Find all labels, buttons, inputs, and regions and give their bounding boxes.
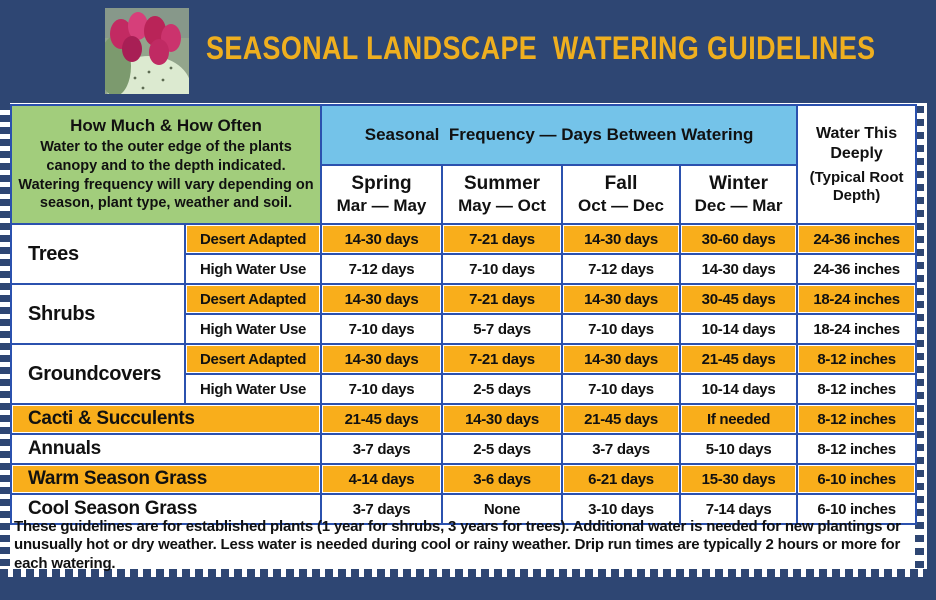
frequency-value-cell: 4-14 days xyxy=(321,464,442,494)
frequency-value-cell: 3-6 days xyxy=(442,464,562,494)
frequency-value-cell: 21-45 days xyxy=(321,404,442,434)
plant-type-cell: Desert Adapted xyxy=(185,224,321,254)
frequency-value-cell: 7-21 days xyxy=(442,224,562,254)
season-header-cell xyxy=(562,165,680,224)
depth-value-cell: 8-12 inches xyxy=(797,374,916,404)
info-box-body: Water to the outer edge of the plants canopy and to the depth indicated. Watering frequency will vary depending on season, plant type, weather and soil. xyxy=(18,138,314,212)
header-band xyxy=(0,0,936,96)
frequency-value-cell: 7-10 days xyxy=(442,254,562,284)
frequency-value-cell: 14-30 days xyxy=(442,404,562,434)
frequency-value-cell: 14-30 days xyxy=(321,284,442,314)
table-row xyxy=(11,284,916,314)
dashed-border-left xyxy=(0,103,10,569)
frequency-header: Seasonal Frequency — Days Between Watering xyxy=(321,105,797,165)
frequency-value-cell: 21-45 days xyxy=(562,404,680,434)
frequency-value-cell: 2-5 days xyxy=(442,374,562,404)
category-cell: Cacti & Succulents xyxy=(11,404,321,434)
frequency-value-cell: 6-21 days xyxy=(562,464,680,494)
plant-type-cell: Desert Adapted xyxy=(185,284,321,314)
plant-type-cell: Desert Adapted xyxy=(185,344,321,374)
depth-value-cell: 24-36 inches xyxy=(797,254,916,284)
season-header-cell xyxy=(321,165,442,224)
frequency-value-cell: 3-10 days xyxy=(562,494,680,524)
frequency-value-cell: 2-5 days xyxy=(442,434,562,464)
frequency-value-cell: 14-30 days xyxy=(680,254,797,284)
frequency-value-cell: 3-7 days xyxy=(562,434,680,464)
season-months: May — Oct xyxy=(458,195,546,215)
category-cell: Shrubs xyxy=(11,284,185,344)
table-row xyxy=(11,344,916,374)
table-row xyxy=(11,404,916,434)
plant-type-cell: High Water Use xyxy=(185,374,321,404)
depth-header-line2: (Typical Root Depth) xyxy=(809,168,904,204)
frequency-value-cell: 14-30 days xyxy=(562,224,680,254)
depth-value-cell: 6-10 inches xyxy=(797,494,916,524)
info-box-title: How Much & How Often xyxy=(70,115,262,135)
depth-value-cell: 8-12 inches xyxy=(797,434,916,464)
season-header-cell xyxy=(680,165,797,224)
frequency-value-cell: 7-12 days xyxy=(562,254,680,284)
frequency-value-cell: 14-30 days xyxy=(562,284,680,314)
frequency-value-cell: 14-30 days xyxy=(321,224,442,254)
frequency-value-cell: 7-21 days xyxy=(442,344,562,374)
season-months: Oct — Dec xyxy=(578,195,664,215)
page-title: SEASONAL LANDSCAPE WATERING GUIDELINES xyxy=(206,30,876,66)
frequency-value-cell: 7-21 days xyxy=(442,284,562,314)
season-header-cell xyxy=(442,165,562,224)
frequency-value-cell: 3-7 days xyxy=(321,494,442,524)
depth-value-cell: 18-24 inches xyxy=(797,284,916,314)
season-months: Dec — Mar xyxy=(694,195,783,215)
frequency-value-cell: 7-10 days xyxy=(562,314,680,344)
frequency-value-cell: 5-7 days xyxy=(442,314,562,344)
season-months: Mar — May xyxy=(336,195,427,215)
depth-value-cell: 6-10 inches xyxy=(797,464,916,494)
category-cell: Annuals xyxy=(11,434,321,464)
plant-type-cell: High Water Use xyxy=(185,314,321,344)
table-row xyxy=(11,224,916,254)
frequency-value-cell: 7-10 days xyxy=(562,374,680,404)
season-name: Winter xyxy=(709,172,769,194)
cactus-photo-icon xyxy=(105,8,189,94)
frequency-value-cell: 30-60 days xyxy=(680,224,797,254)
season-name: Summer xyxy=(464,172,541,194)
frequency-value-cell: 3-7 days xyxy=(321,434,442,464)
frequency-value-cell: 7-10 days xyxy=(321,314,442,344)
category-cell: Warm Season Grass xyxy=(11,464,321,494)
frequency-value-cell: 7-10 days xyxy=(321,374,442,404)
frequency-value-cell: 7-12 days xyxy=(321,254,442,284)
season-name: Spring xyxy=(351,172,412,194)
frequency-value-cell: 30-45 days xyxy=(680,284,797,314)
frequency-value-cell: 15-30 days xyxy=(680,464,797,494)
frequency-value-cell: None xyxy=(442,494,562,524)
watering-guidelines-table xyxy=(10,104,917,525)
plant-type-cell: High Water Use xyxy=(185,254,321,284)
depth-value-cell: 8-12 inches xyxy=(797,404,916,434)
top-border-bar xyxy=(0,96,927,103)
depth-value-cell: 8-12 inches xyxy=(797,344,916,374)
frequency-value-cell: 21-45 days xyxy=(680,344,797,374)
season-name: Fall xyxy=(604,172,638,194)
frequency-value-cell: 10-14 days xyxy=(680,314,797,344)
depth-value-cell: 18-24 inches xyxy=(797,314,916,344)
frequency-value-cell: 14-30 days xyxy=(321,344,442,374)
table-row xyxy=(11,434,916,464)
table-row xyxy=(11,464,916,494)
depth-header-line1: Water This Deeply xyxy=(815,125,898,162)
depth-column-header xyxy=(797,105,916,224)
category-cell: Cool Season Grass xyxy=(11,494,321,524)
category-cell: Trees xyxy=(11,224,185,284)
depth-value-cell: 24-36 inches xyxy=(797,224,916,254)
frequency-value-cell: 10-14 days xyxy=(680,374,797,404)
category-cell: Groundcovers xyxy=(11,344,185,404)
footer-note: These guidelines are for established plants (1 year for shrubs, 3 years for trees). Additional water is needed for new plantings or unusually hot or dry weather. Less water is needed during cool or rainy weather. Drip run times are typically 2 hours or more for each watering. xyxy=(14,518,901,572)
frequency-value-cell: 5-10 days xyxy=(680,434,797,464)
frequency-value-cell: 14-30 days xyxy=(562,344,680,374)
info-box xyxy=(11,105,321,224)
frequency-value-cell: If needed xyxy=(680,404,797,434)
frequency-value-cell: 7-14 days xyxy=(680,494,797,524)
